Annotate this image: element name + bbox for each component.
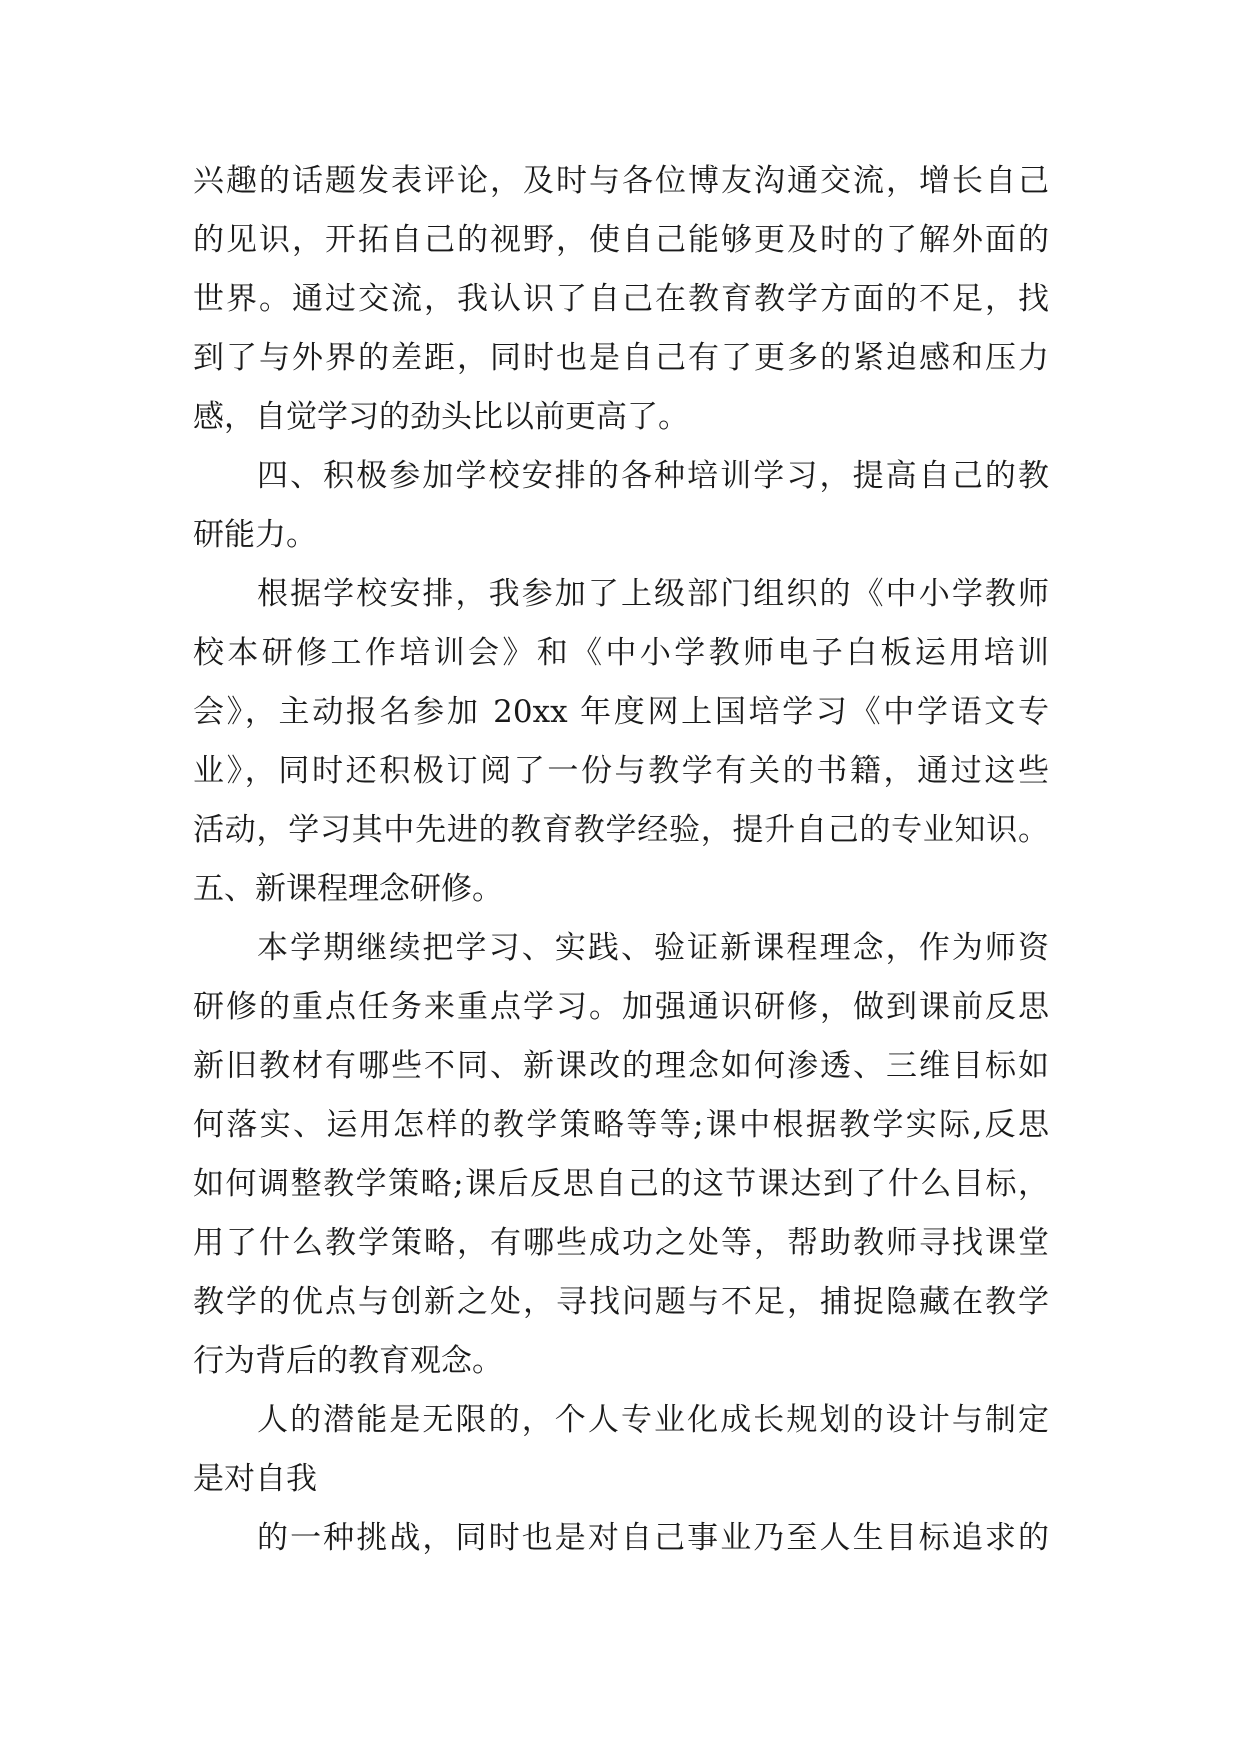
body-text-line: 根据学校安排，我参加了上级部门组织的《中小学教师 [257, 576, 1049, 612]
body-text-line: 教学的优点与创新之处，寻找问题与不足，捕捉隐藏在教学 [193, 1284, 1049, 1320]
body-text-line: 校本研修工作培训会》和《中小学教师电子白板运用培训 [193, 635, 1049, 671]
body-text-line: 新旧教材有哪些不同、新课改的理念如何渗透、三维目标如 [193, 1048, 1049, 1084]
document-body [193, 152, 1049, 1568]
body-text-line: 的见识，开拓自己的视野，使自己能够更及时的了解外面的 [193, 222, 1049, 258]
body-text-line: 如何调整教学策略;课后反思自己的这节课达到了什么目标， [193, 1166, 1049, 1202]
body-text-line: 兴趣的话题发表评论，及时与各位博友沟通交流，增长自己 [193, 163, 1049, 199]
section-heading-line: 研能力。 [193, 517, 317, 553]
body-text-line: 何落实、运用怎样的教学策略等等;课中根据教学实际,反思 [193, 1107, 1049, 1143]
body-text-line: 感，自觉学习的劲头比以前更高了。 [193, 399, 689, 435]
body-text-line: 活动，学习其中先进的教育教学经验，提升自己的专业知识。 [193, 812, 1049, 848]
section-heading-line: 五、新课程理念研修。 [193, 871, 503, 907]
body-text-line: 人的潜能是无限的，个人专业化成长规划的设计与制定 [257, 1402, 1049, 1438]
body-text-line: 业》，同时还积极订阅了一份与教学有关的书籍，通过这些 [193, 753, 1049, 789]
body-text-line: 用了什么教学策略，有哪些成功之处等，帮助教师寻找课堂 [193, 1225, 1049, 1261]
body-text-line: 是对自我 [193, 1461, 317, 1497]
body-text-line: 到了与外界的差距，同时也是自己有了更多的紧迫感和压力 [193, 340, 1049, 376]
body-text-line: 研修的重点任务来重点学习。加强通识研修，做到课前反思 [193, 989, 1049, 1025]
body-text-line: 会》，主动报名参加 20xx 年度网上国培学习《中学语文专 [193, 694, 1049, 730]
body-text-line: 的一种挑战，同时也是对自己事业乃至人生目标追求的 [257, 1520, 1049, 1556]
body-text-line: 世界。通过交流，我认识了自己在教育教学方面的不足，找 [193, 281, 1049, 317]
body-text-line: 本学期继续把学习、实践、验证新课程理念，作为师资 [257, 930, 1049, 966]
body-text-line: 行为背后的教育观念。 [193, 1343, 503, 1379]
section-heading-line: 四、积极参加学校安排的各种培训学习，提高自己的教 [257, 458, 1049, 494]
